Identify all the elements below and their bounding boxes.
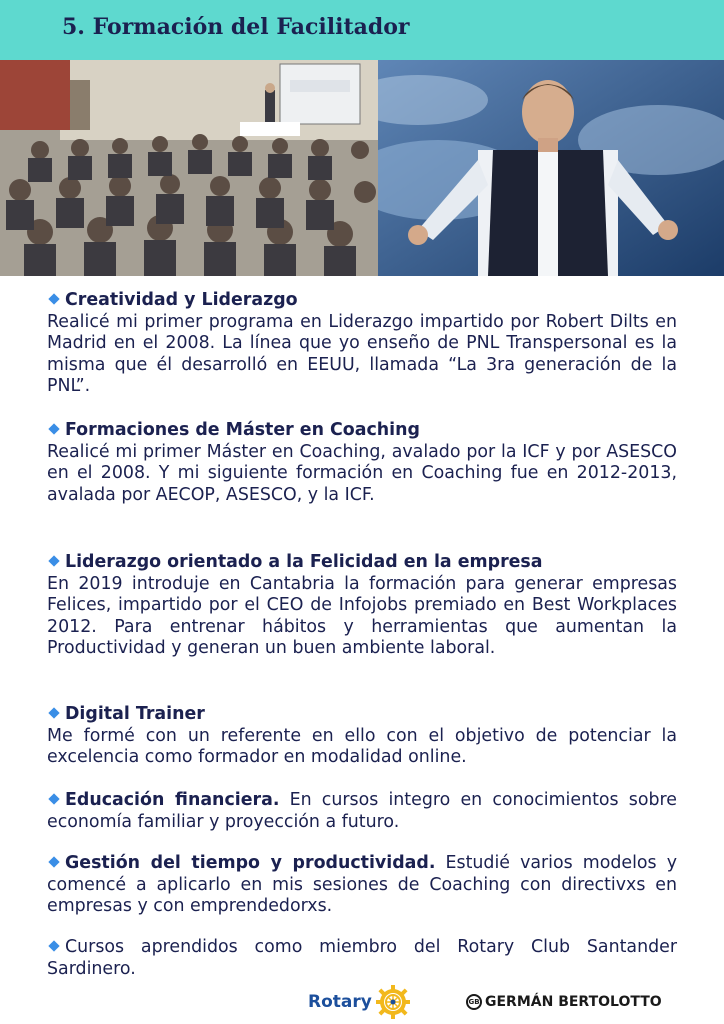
section-title: Educación financiera. xyxy=(65,790,280,810)
section-creatividad xyxy=(47,290,677,398)
diamond-bullet-icon xyxy=(48,293,59,304)
diamond-bullet-icon xyxy=(48,555,59,566)
header-band xyxy=(0,0,724,60)
rotary-wheel-icon xyxy=(376,985,410,1019)
section-title: Formaciones de Máster en Coaching xyxy=(65,420,420,440)
diamond-bullet-icon xyxy=(48,423,59,434)
gb-monogram-icon: GB xyxy=(466,994,482,1010)
section-master-coaching xyxy=(47,420,677,506)
brand-name: GERMÁN BERTOLOTTO xyxy=(485,994,662,1010)
section-body: Cursos aprendidos como miembro del Rotary Club Santander Sardinero. xyxy=(47,937,677,979)
german-bertolotto-logo xyxy=(466,994,662,1010)
section-title: Liderazgo orientado a la Felicidad en la empresa xyxy=(65,552,543,572)
rotary-label: Rotary xyxy=(308,992,372,1012)
page-title: 5. Formación del Facilitador xyxy=(62,14,410,40)
section-title: Creatividad y Liderazgo xyxy=(65,290,298,310)
diamond-bullet-icon xyxy=(48,707,59,718)
conference-audience-photo xyxy=(0,60,378,276)
section-title: Digital Trainer xyxy=(65,704,205,724)
section-rotary-cursos xyxy=(47,937,677,980)
section-body: Realicé mi primer Máster en Coaching, avalado por la ICF y por ASESCO en el 2008. Y mi siguiente formación en Coaching fue en 2012-2013, avalada por AECOP, ASESCO, y la ICF. xyxy=(47,441,677,505)
speaker-photo xyxy=(378,60,724,276)
section-body: En cursos integro en conocimientos sobre economía familiar y proyección a futuro. xyxy=(47,790,677,832)
section-educacion-financiera xyxy=(47,790,677,833)
diamond-bullet-icon xyxy=(48,856,59,867)
section-gestion-tiempo xyxy=(47,853,677,918)
section-felicidad xyxy=(47,552,677,660)
section-title: Gestión del tiempo y productividad. xyxy=(65,853,436,873)
section-digital-trainer xyxy=(47,704,677,769)
diamond-bullet-icon xyxy=(48,793,59,804)
section-body: Realicé mi primer programa en Liderazgo impartido por Robert Dilts en Madrid en el 2008. La línea que yo enseño de PNL Transpersonal es la misma que él desarrolló en EEUU, llamada “La 3ra generación de la PNL”. xyxy=(47,311,677,396)
rotary-logo xyxy=(308,984,410,1020)
section-body: Estudié varios modelos y comencé a aplicarlo en mis sesiones de Coaching con directivxs en empresas y con emprendedorxs. xyxy=(47,853,677,916)
section-body: En 2019 introduje en Cantabria la formación para generar empresas Felices, impartido por el CEO de Infojobs premiado en Best Workplaces 2012. Para entrenar hábitos y herramientas que aumentan la Productividad y generan un buen ambiente laboral. xyxy=(47,573,677,658)
section-body: Me formé con un referente en ello con el objetivo de potenciar la excelencia como formador en modalidad online. xyxy=(47,725,677,767)
diamond-bullet-icon xyxy=(48,940,59,951)
